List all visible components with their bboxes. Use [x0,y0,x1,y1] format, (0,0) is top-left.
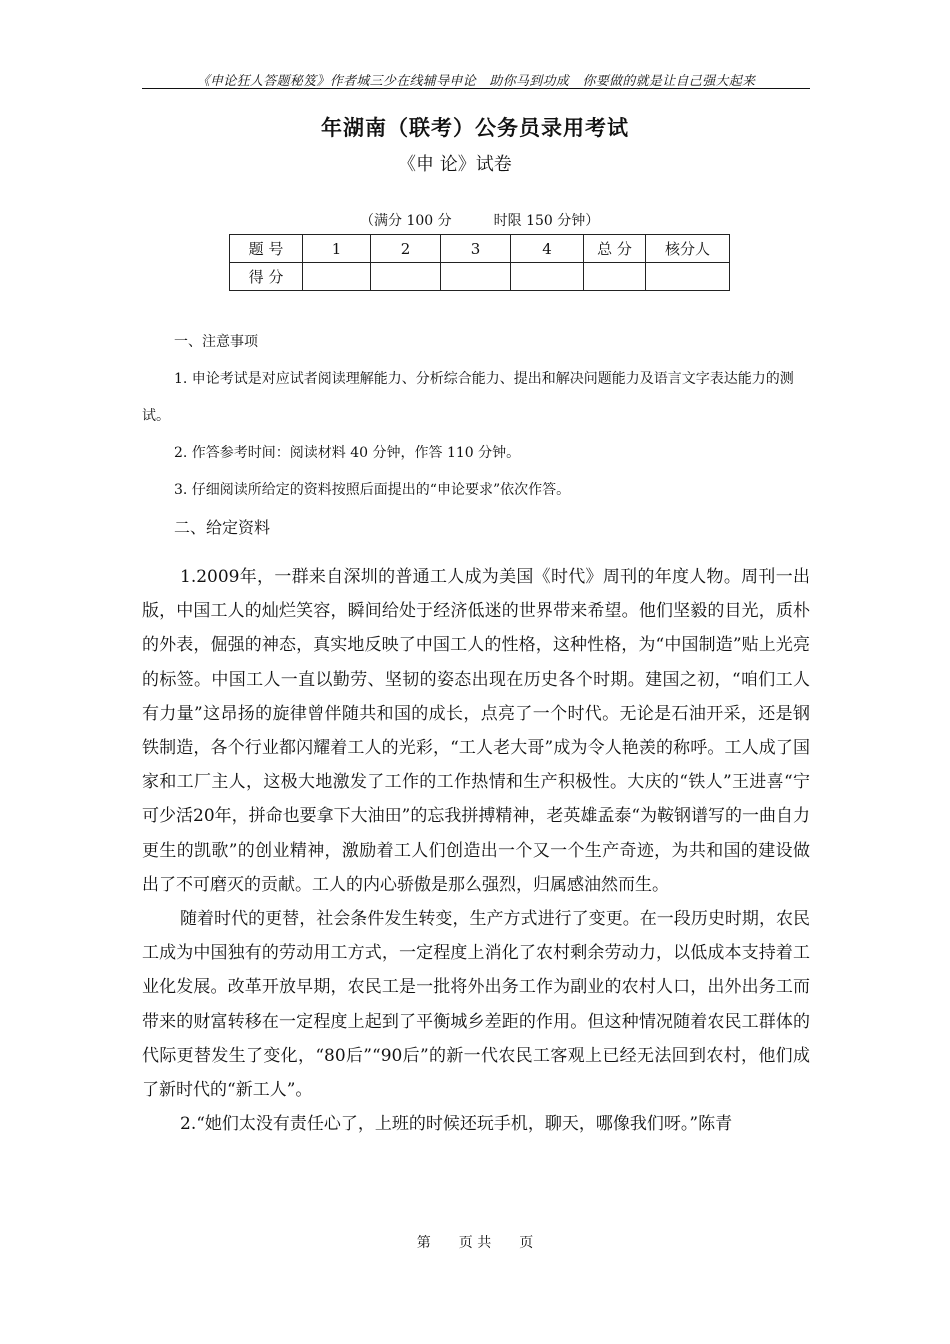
page-header: 《申论狂人答题秘笈》作者城三少在线辅导申论 助你马到功成 你要做的就是让自己强大起来 [196,74,756,89]
page-subtitle: 《申 论》试卷 [398,154,512,175]
table-cell: 2 [371,235,441,263]
notes-heading: 一、注意事项 [174,334,258,350]
score-table-header-row [230,235,730,263]
notes-section [142,324,810,546]
page-title: 年湖南（联考）公务员录用考试 [321,115,629,140]
materials-heading: 二、给定资料 [174,518,271,537]
score-cell [441,263,511,291]
score-cell [303,263,371,291]
table-cell: 总 分 [584,235,646,263]
score-cell [584,263,646,291]
table-cell: 3 [441,235,511,263]
table-cell: 题 号 [230,235,303,263]
materials-body [142,560,810,1141]
exam-meta: （满分 100 分 时限 150 分钟） [360,213,600,229]
notes-item-1: 1. 申论考试是对应试者阅读理解能力、分析综合能力、提出和解决问题能力及语言文字表达能力的测试。 [142,371,794,424]
material-paragraph-3: 2.“她们太没有责任心了，上班的时候还玩手机，聊天，哪像我们呀。”陈青 [180,1114,733,1135]
table-cell: 核分人 [646,235,730,263]
score-table [229,234,730,291]
notes-item-3: 3. 仔细阅读所给定的资料按照后面提出的“申论要求”依次作答。 [174,482,571,498]
notes-item-2: 2. 作答参考时间：阅读材料 40 分钟，作答 110 分钟。 [174,445,521,461]
table-cell: 4 [511,235,584,263]
page-footer: 第 页 共 页 [416,1235,534,1251]
table-cell: 1 [303,235,371,263]
material-paragraph-1: 1.2009年，一群来自深圳的普通工人成为美国《时代》周刊的年度人物。周刊一出版，中国工人的灿烂笑容，瞬间给处于经济低迷的世界带来希望。他们坚毅的目光，质朴的外表，倔强的神态，真实地反映了中国工人的性格，这种性格，为“中国制造”贴上光亮的标签。中国工人一直以勤劳、坚韧的姿态出现在历史各个时期。建国之初，“咱们工人有力量”这昂扬的旋律曾伴随共和国的成长，点亮了一个时代。无论是石油开采，还是钢铁制造，各个行业都闪耀着工人的光彩，“工人老大哥”成为令人艳羡的称呼。工人成了国家和工厂主人，这极大地激发了工作的工作热情和生产积极性。大庆的“铁人”王进喜“宁可少活20年，拼命也要拿下大油田”的忘我拼搏精神，老英雄孟泰“为鞍钢谱写的一曲自力更生的凯歌”的创业精神，激励着工人们创造出一个又一个生产奇迹，为共和国的建设做出了不可磨灭的贡献。工人的内心骄傲是那么强烈，归属感油然而生。 [142,567,811,895]
table-cell: 得 分 [230,263,303,291]
score-cell [511,263,584,291]
score-table-score-row [230,263,730,291]
score-cell [646,263,730,291]
header-rule [142,88,810,89]
material-paragraph-2: 随着时代的更替，社会条件发生转变，生产方式进行了变更。在一段历史时期，农民工成为中国独有的劳动用工方式，一定程度上消化了农村剩余劳动力，以低成本支持着工业化发展。改革开放早期，农民工是一批将外出务工作为副业的农村人口，出外出务工而带来的财富转移在一定程度上起到了平衡城乡差距的作用。但这种情况随着农民工群体的代际更替发生了变化，“80后”“90后”的新一代农民工客观上已经无法回到农村，他们成了新时代的“新工人”。 [142,909,810,1101]
score-cell [371,263,441,291]
